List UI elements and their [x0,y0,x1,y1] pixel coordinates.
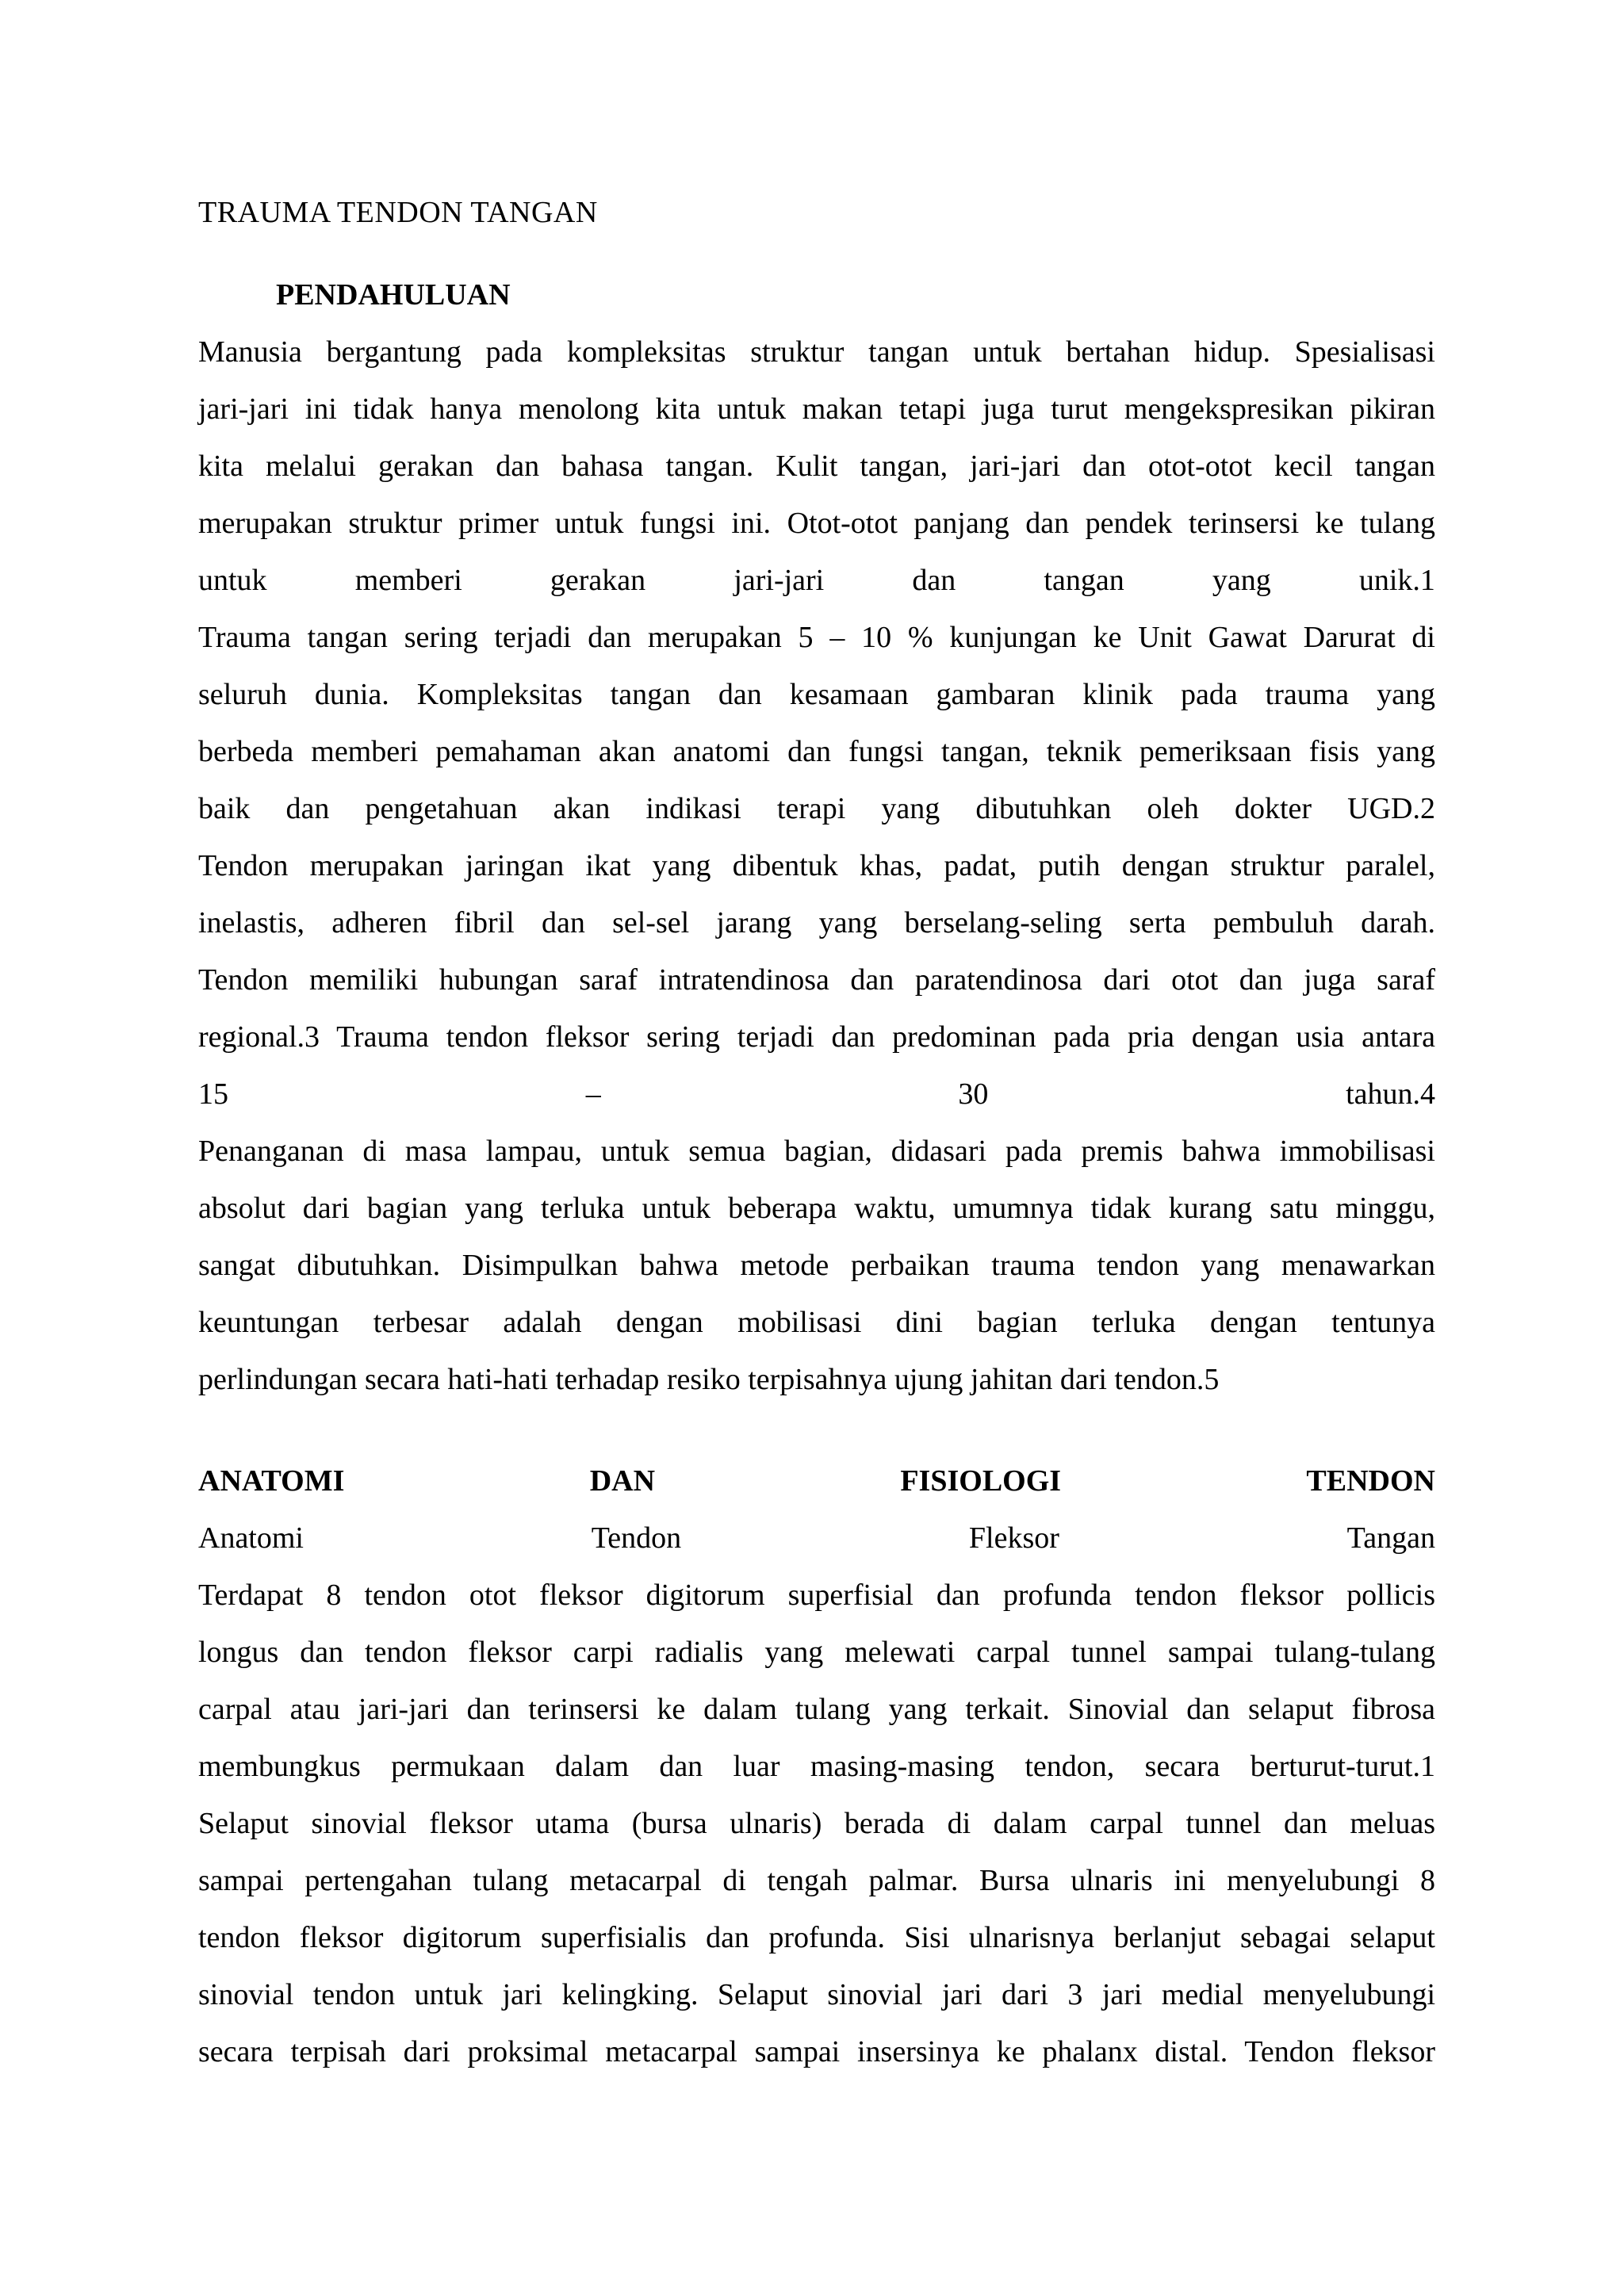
heading-word: TENDON [1306,1464,1435,1498]
word: tahun.4 [1346,1077,1435,1111]
text-line: kita melalui gerakan dan bahasa tangan. Kulit tangan, jari-jari dan otot-otot kecil tangan [198,450,1435,483]
word: tangan [1044,564,1124,597]
text-line: membungkus permukaan dalam dan luar masing-masing tendon, secara berturut-turut.1 [198,1750,1435,1783]
word: dan [912,564,956,597]
text-line: Selaput sinovial fleksor utama (bursa ulnaris) berada di dalam carpal tunnel dan meluas [198,1807,1435,1840]
section-heading-pendahuluan: PENDAHULUAN [276,278,511,312]
section-gap [198,1408,1435,1452]
intro-text [198,323,1435,1408]
text-line: Tendon memiliki hubungan saraf intratendinosa dan paratendinosa dari otot dan juga saraf [198,963,1435,997]
word: jari-jari [733,564,825,597]
text-line: jari-jari ini tidak hanya menolong kita untuk makan tetapi juga turut mengekspresikan pikiran [198,392,1435,426]
text-line-spread [198,552,1435,609]
subheading-word: Fleksor [968,1521,1059,1555]
text-line: tendon fleksor digitorum superfisialis dan profunda. Sisi ulnarisnya berlanjut sebagai selaput [198,1921,1435,1954]
word: 30 [958,1077,989,1111]
heading-word: ANATOMI [198,1464,345,1498]
subheading-anatomi-tendon [198,1510,1435,1567]
word: gerakan [550,564,646,597]
subheading-word: Anatomi [198,1521,304,1555]
word: yang [1212,564,1271,597]
text-line: inelastis, adheren fibril dan sel-sel jarang yang berselang-seling serta pembuluh darah. [198,906,1435,939]
document-page [198,184,1435,2080]
subheading-word: Tendon [591,1521,682,1555]
text-line: seluruh dunia. Kompleksitas tangan dan kesamaan gambaran klinik pada trauma yang [198,678,1435,711]
word: – [585,1077,601,1111]
text-line: keuntungan terbesar adalah dengan mobilisasi dini bagian terluka dengan tentunya [198,1306,1435,1339]
word: unik.1 [1358,564,1435,597]
text-line: baik dan pengetahuan akan indikasi terapi yang dibutuhkan oleh dokter UGD.2 [198,792,1435,825]
text-line: regional.3 Trauma tendon fleksor sering terjadi dan predominan pada pria dengan usia antara [198,1020,1435,1054]
text-line: absolut dari bagian yang terluka untuk beberapa waktu, umumnya tidak kurang satu minggu, [198,1192,1435,1225]
word: 15 [198,1077,228,1111]
text-line: perlindungan secara hati-hati terhadap resiko terpisahnya ujung jahitan dari tendon.5 [198,1363,1220,1396]
text-line: sampai pertengahan tulang metacarpal di tengah palmar. Bursa ulnaris ini menyelubungi 8 [198,1864,1435,1897]
text-line: Tendon merupakan jaringan ikat yang dibentuk khas, padat, putih dengan struktur paralel, [198,849,1435,882]
document-title: TRAUMA TENDON TANGAN [198,196,598,229]
word: memberi [354,564,462,597]
text-line: merupakan struktur primer untuk fungsi ini. Otot-otot panjang dan pendek terinsersi ke tulang [198,507,1435,540]
heading-word: FISIOLOGI [900,1464,1062,1498]
subheading-word: Tangan [1346,1521,1435,1555]
text-line-spread [198,1066,1435,1123]
text-line: longus dan tendon fleksor carpi radialis yang melewati carpal tunnel sampai tulang-tulang [198,1636,1435,1669]
heading-word: DAN [589,1464,656,1498]
text-line: sangat dibutuhkan. Disimpulkan bahwa metode perbaikan trauma tendon yang menawarkan [198,1249,1435,1282]
text-line: Trauma tangan sering terjadi dan merupakan 5 – 10 % kunjungan ke Unit Gawat Darurat di [198,621,1435,654]
text-line: Manusia bergantung pada kompleksitas struktur tangan untuk bertahan hidup. Spesialisasi [198,335,1435,369]
word: untuk [198,564,267,597]
text-line: berbeda memberi pemahaman akan anatomi dan fungsi tangan, teknik pemeriksaan fisis yang [198,735,1435,768]
text-line: secara terpisah dari proksimal metacarpal sampai insersinya ke phalanx distal. Tendon fleksor [198,2035,1435,2068]
text-line: Penanganan di masa lampau, untuk semua bagian, didasari pada premis bahwa immobilisasi [198,1135,1435,1168]
section-heading-anatomi [198,1452,1435,1510]
text-line: Terdapat 8 tendon otot fleksor digitorum superfisial dan profunda tendon fleksor pollicis [198,1578,1435,1612]
text-line: sinovial tendon untuk jari kelingking. Selaput sinovial jari dari 3 jari medial menyelubungi [198,1978,1435,2011]
text-line: carpal atau jari-jari dan terinsersi ke dalam tulang yang terkait. Sinovial dan selaput fibrosa [198,1693,1435,1726]
anatomy-text [198,1567,1435,2080]
